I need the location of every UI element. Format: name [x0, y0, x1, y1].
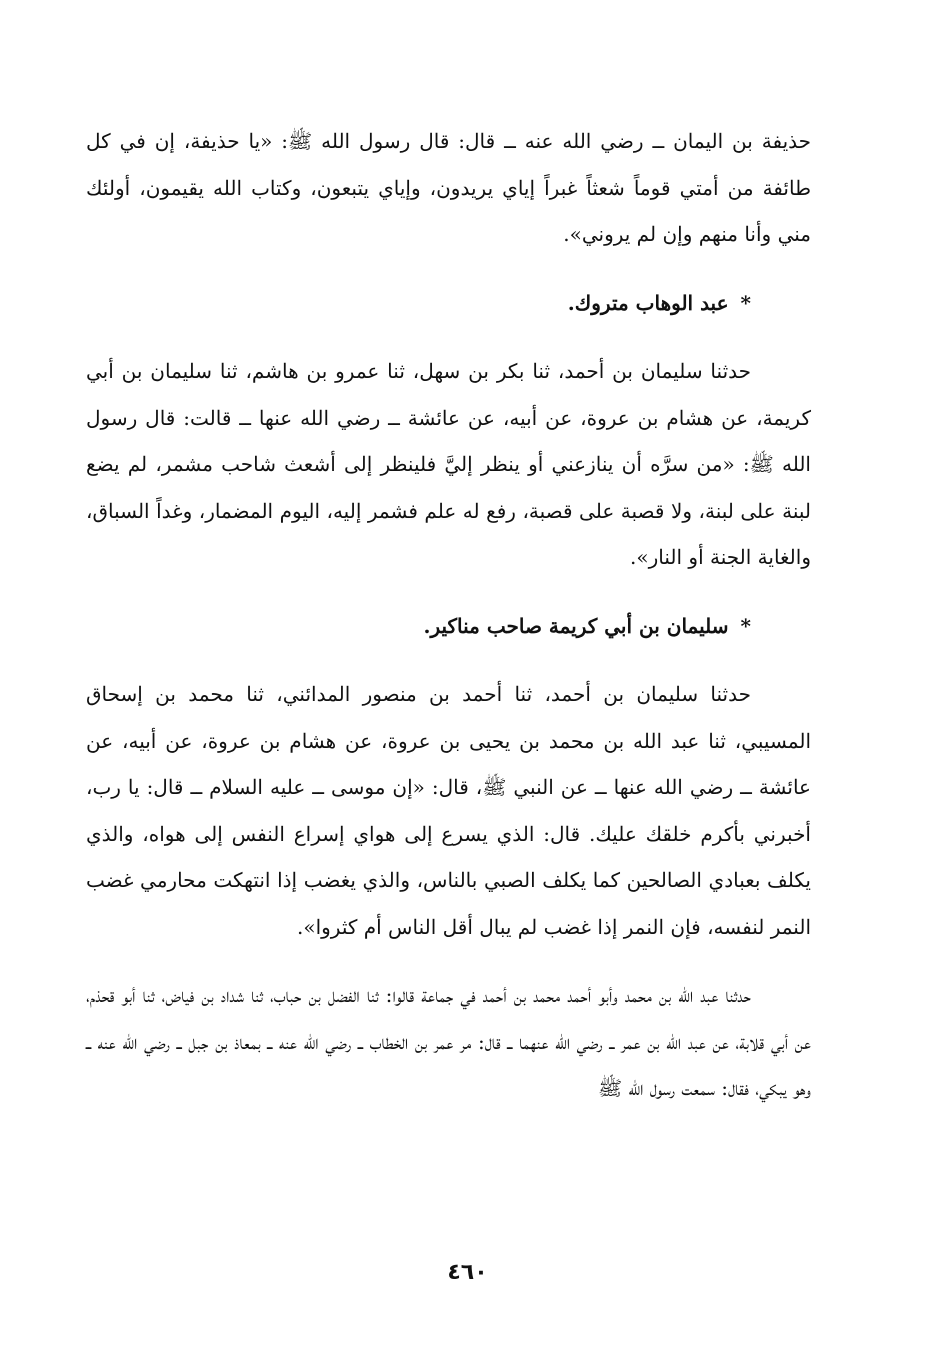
note-text: عبد الوهاب متروك.	[567, 290, 729, 315]
paragraph-muadh-hadith: حدثنا عبد الله بن محمد وأبو أحمد محمد بن أحمد في جماعة قالوا: ثنا الفضل بن حباب، ثنا شداد بن فياض، ثنا أبو قحذم، عن أبي قلابة، عن عبد الله بن عمر ــ رضي الله عنهما ــ قال: مر عمر بن الخطاب ــ رضي الله عنه ــ بمعاذ بن جبل ــ رضي الله عنه ــ وهو يبكي، فقال: سمعت رسول الله ﷺ	[86, 983, 811, 1100]
note-text: سليمان بن أبي كريمة صاحب مناكير.	[423, 613, 729, 638]
note-abd-al-wahhab	[86, 280, 811, 327]
paragraph-musa-hadith: حدثنا سليمان بن أحمد، ثنا أحمد بن منصور المدائني، ثنا محمد بن إسحاق المسيبي، ثنا عبد الله بن محمد بن يحيى بن عروة، عن هشام بن عروة، عن أبيه، عن عائشة ــ رضي الله عنها ــ عن النبي ﷺ، قال: «إن موسى ــ عليه السلام ــ قال: يا رب، أخبرني بأكرم خلقك عليك. قال: الذي يسرع إلى هواي إسراع النفس إلى هواه، والذي يكلف بعبادي الصالحين كما يكلف الصبي بالناس، والذي يغضب إذا انتهكت محارمي غضب النمر لنفسه، فإن النمر إذا غضب لم يبال أقل الناس أم كثروا».	[86, 682, 811, 939]
paragraph-aisha-hadith: حدثنا سليمان بن أحمد، ثنا بكر بن سهل، ثنا عمرو بن هاشم، ثنا سليمان بن أبي كريمة، عن هشام بن عروة، عن أبيه، عن عائشة ــ رضي الله عنها ــ قالت: قال رسول الله ﷺ: «من سرَّه أن ينازعني أو ينظر إليَّ فلينظر إلى أشعث شاحب مشمر، لم يضع لبنة على لبنة، ولا قصبة على قصبة، رفع له علم فشمر إليه، اليوم المضمار، وغداً السباق، والغاية الجنة أو النار».	[86, 359, 811, 569]
asterisk-icon: *	[740, 613, 751, 638]
asterisk-icon: *	[740, 290, 751, 315]
page-number: ٤٦٠	[447, 1260, 488, 1285]
paragraph-hudhayfah: حذيفة بن اليمان ــ رضي الله عنه ــ قال: قال رسول الله ﷺ: «يا حذيفة، إن في كل طائفة من أمتي قوماً شعثاً غبراً إياي يريدون، وإياي يتبعون، وكتاب الله يقيمون، أولئك مني وأنا منهم وإن لم يروني».	[86, 129, 811, 246]
note-sulayman	[86, 603, 811, 650]
page-body	[86, 118, 811, 1112]
